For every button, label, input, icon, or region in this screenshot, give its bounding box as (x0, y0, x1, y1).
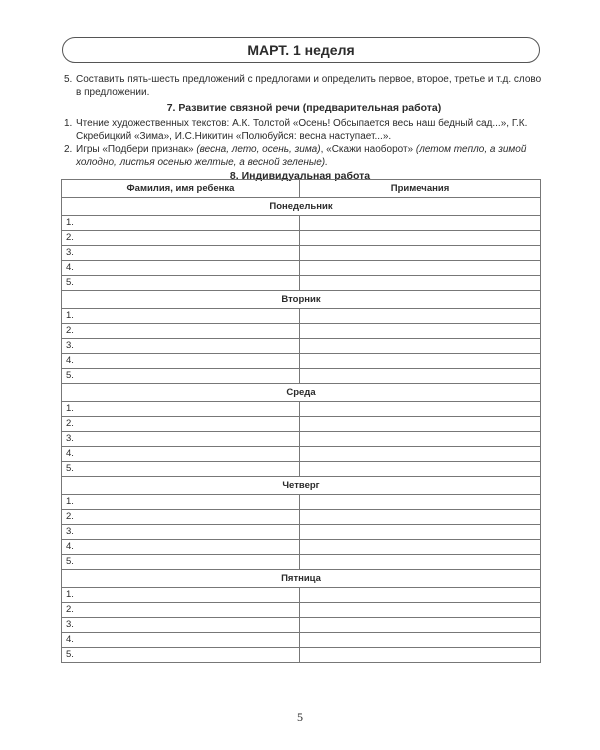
notes-cell[interactable] (300, 339, 541, 354)
week-banner (62, 37, 540, 63)
notes-cell[interactable] (300, 216, 541, 231)
item-number: 2. (64, 144, 73, 155)
table-row (62, 354, 541, 369)
table-row (62, 339, 541, 354)
table-row (62, 246, 541, 261)
day-label: Вторник (62, 291, 541, 309)
day-header-row (62, 477, 541, 495)
child-name-cell[interactable]: 4. (62, 261, 300, 276)
child-name-cell[interactable]: 2. (62, 417, 300, 432)
notes-cell[interactable] (300, 354, 541, 369)
individual-work-table (61, 179, 541, 663)
day-header-row (62, 570, 541, 588)
table-row (62, 603, 541, 618)
day-label: Понедельник (62, 198, 541, 216)
notes-cell[interactable] (300, 540, 541, 555)
table-row (62, 495, 541, 510)
notes-cell[interactable] (300, 432, 541, 447)
table-row (62, 261, 541, 276)
section-7-title: 7. Развитие связной речи (предварительная работа) (166, 102, 442, 114)
child-name-cell[interactable]: 1. (62, 216, 300, 231)
child-name-cell[interactable]: 3. (62, 432, 300, 447)
child-name-cell[interactable]: 4. (62, 447, 300, 462)
table-row (62, 417, 541, 432)
notes-cell[interactable] (300, 633, 541, 648)
notes-cell[interactable] (300, 324, 541, 339)
notes-cell[interactable] (300, 417, 541, 432)
table-row (62, 648, 541, 663)
day-header-row (62, 198, 541, 216)
notes-cell[interactable] (300, 510, 541, 525)
table-row (62, 309, 541, 324)
table-row (62, 555, 541, 570)
notes-cell[interactable] (300, 495, 541, 510)
item-text (76, 143, 544, 169)
child-name-cell[interactable]: 3. (62, 618, 300, 633)
notes-cell[interactable] (300, 618, 541, 633)
section-8-title: 8. Индивидуальная работа (229, 170, 371, 182)
child-name-cell[interactable]: 5. (62, 555, 300, 570)
notes-cell[interactable] (300, 525, 541, 540)
notes-cell[interactable] (300, 369, 541, 384)
table-row (62, 276, 541, 291)
table-header-row (62, 180, 541, 198)
table-row (62, 618, 541, 633)
child-name-cell[interactable]: 5. (62, 276, 300, 291)
notes-cell[interactable] (300, 246, 541, 261)
notes-cell[interactable] (300, 231, 541, 246)
child-name-cell[interactable]: 2. (62, 510, 300, 525)
child-name-cell[interactable]: 4. (62, 540, 300, 555)
notes-cell[interactable] (300, 261, 541, 276)
page-number: 5 (297, 710, 303, 724)
notes-cell[interactable] (300, 648, 541, 663)
table-body (62, 198, 541, 663)
day-header-row (62, 384, 541, 402)
table-row (62, 432, 541, 447)
child-name-cell[interactable]: 1. (62, 588, 300, 603)
notes-cell[interactable] (300, 555, 541, 570)
column-header-notes: Примечания (300, 180, 541, 198)
item-5 (64, 73, 544, 99)
table-row (62, 540, 541, 555)
table-row (62, 324, 541, 339)
table-row (62, 231, 541, 246)
child-name-cell[interactable]: 5. (62, 648, 300, 663)
item-text: Чтение художественных текстов: А.К. Толстой «Осень! Обсыпается весь наш бедный сад...», Г.К. Скребицкий «Зима», И.С.Никитин «Полюбуйся: весна наступает...». (76, 118, 528, 142)
item-italic-part: (летом тепло, а зимой холодно, листья осенью желтые, а весной зеленые). (76, 144, 527, 168)
child-name-cell[interactable]: 3. (62, 339, 300, 354)
child-name-cell[interactable]: 4. (62, 633, 300, 648)
item-italic-part: (весна, лето, осень, зима) (196, 144, 321, 155)
child-name-cell[interactable]: 5. (62, 462, 300, 477)
notes-cell[interactable] (300, 309, 541, 324)
notes-cell[interactable] (300, 447, 541, 462)
notes-cell[interactable] (300, 276, 541, 291)
section-7-item-1 (64, 117, 544, 143)
child-name-cell[interactable]: 1. (62, 402, 300, 417)
child-name-cell[interactable]: 2. (62, 324, 300, 339)
week-title: МАРТ. 1 неделя (247, 42, 355, 58)
table-row (62, 447, 541, 462)
notes-cell[interactable] (300, 462, 541, 477)
notes-cell[interactable] (300, 603, 541, 618)
column-header-name: Фамилия, имя ребенка (62, 180, 300, 198)
item-text: Составить пять-шесть предложений с предлогами и определить первое, второе, третье и т.д. слово в предложении. (76, 74, 542, 98)
child-name-cell[interactable]: 3. (62, 246, 300, 261)
item-number: 5. (64, 74, 73, 85)
table-row (62, 462, 541, 477)
day-header-row (62, 291, 541, 309)
table-row (62, 633, 541, 648)
notes-cell[interactable] (300, 588, 541, 603)
child-name-cell[interactable]: 3. (62, 525, 300, 540)
notes-cell[interactable] (300, 402, 541, 417)
day-label: Пятница (62, 570, 541, 588)
day-label: Среда (62, 384, 541, 402)
item-number: 1. (64, 118, 73, 129)
table-row (62, 525, 541, 540)
table-row (62, 588, 541, 603)
child-name-cell[interactable]: 2. (62, 231, 300, 246)
child-name-cell[interactable]: 1. (62, 495, 300, 510)
child-name-cell[interactable]: 5. (62, 369, 300, 384)
table-row (62, 510, 541, 525)
item-text-part: Игры «Подбери признак» (76, 144, 197, 155)
intro-text (64, 73, 544, 169)
child-name-cell[interactable]: 1. (62, 309, 300, 324)
table-row (62, 402, 541, 417)
child-name-cell[interactable]: 4. (62, 354, 300, 369)
table-row (62, 216, 541, 231)
item-text-part: , «Скажи наоборот» (320, 144, 416, 155)
day-label: Четверг (62, 477, 541, 495)
table-row (62, 369, 541, 384)
section-7-item-2 (64, 143, 544, 169)
child-name-cell[interactable]: 2. (62, 603, 300, 618)
